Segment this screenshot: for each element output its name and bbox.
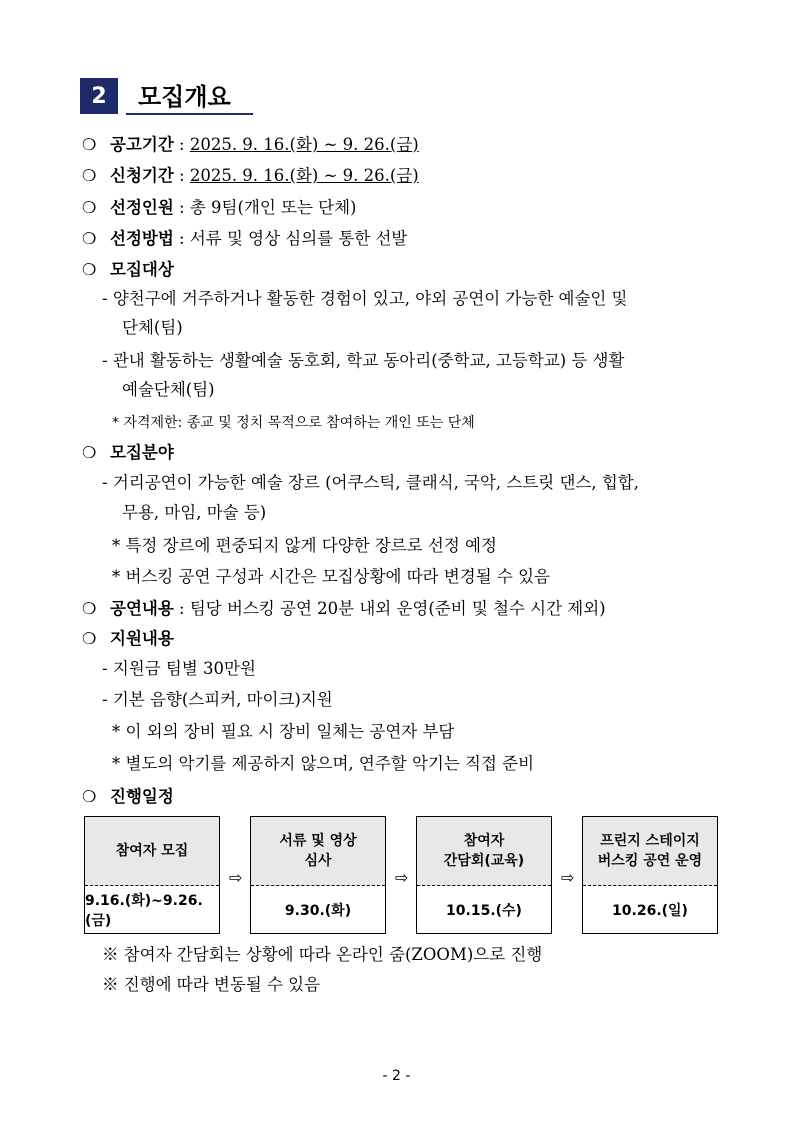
field-label: 모집분야 [110, 443, 174, 462]
step-date: 9.30.(화) [284, 902, 352, 919]
schedule-label: 진행일정 [110, 787, 174, 806]
section-number: 2 [80, 78, 118, 114]
item-support [110, 628, 174, 650]
item-count: 선정인원 : 총 9팀(개인 또는 단체) [110, 198, 357, 217]
field-note-2: * 버스킹 공연 구성과 시간은 모집상황에 따라 변경될 수 있음 [112, 567, 550, 586]
arrow-right-icon: ⇨ [561, 868, 575, 887]
count-value: 총 9팀(개인 또는 단체) [189, 198, 357, 217]
bullet-circle-icon: ❍ [82, 135, 97, 154]
bullet-circle-icon: ❍ [82, 443, 97, 462]
bullet-circle-icon: ❍ [82, 166, 97, 185]
method-value: 서류 및 영상 심의를 통한 선발 [189, 229, 408, 248]
bullet-circle-icon: ❍ [82, 260, 97, 279]
bullet-circle-icon: ❍ [82, 198, 97, 217]
support-note-1: * 이 외의 장비 필요 시 장비 일체는 공연자 부담 [112, 722, 455, 741]
item-method: 선정방법 : 서류 및 영상 심의를 통한 선발 [110, 229, 408, 248]
bullet-circle-icon: ❍ [82, 599, 97, 618]
step-title: 참여자 [463, 833, 505, 849]
field-line-1b: 무용, 마임, 마술 등) [122, 503, 267, 522]
item-period: 공고기간 : 2025. 9. 16.(화) ~ 9. 26.(금) [110, 135, 419, 154]
step-title: 프린지 스테이지 [600, 833, 700, 849]
item-field [110, 442, 174, 464]
schedule-step [84, 816, 220, 934]
bullet-circle-icon: ❍ [82, 229, 97, 248]
apply-label: 신청기간 [110, 166, 174, 185]
field-note-1: * 특정 장르에 편중되지 않게 다양한 장르로 선정 예정 [112, 536, 497, 555]
bullet-circle-icon: ❍ [82, 629, 97, 648]
field-line-1: - 거리공연이 가능한 예술 장르 (어쿠스틱, 클래식, 국악, 스트릿 댄스, 힙합, [102, 473, 639, 492]
content-label: 공연내용 [110, 599, 174, 618]
support-note-2: * 별도의 악기를 제공하지 않으며, 연주할 악기는 직접 준비 [112, 754, 535, 773]
item-content: 공연내용 : 팀당 버스킹 공연 20분 내외 운영(준비 및 철수 시간 제외) [110, 599, 606, 618]
target-line-2b: 예술단체(팀) [122, 380, 215, 399]
item-target [110, 259, 174, 281]
support-line-1: - 지원금 팀별 30만원 [102, 659, 256, 678]
support-line-2: - 기본 음향(스피커, 마이크)지원 [102, 690, 333, 709]
step-date: 10.26.(일) [612, 902, 688, 919]
content-value: 팀당 버스킹 공연 20분 내외 운영(준비 및 철수 시간 제외) [189, 599, 606, 618]
step-title-2: 버스킹 공연 운영 [597, 853, 703, 869]
schedule-step [416, 816, 552, 934]
step-title: 서류 및 영상 [279, 833, 357, 849]
apply-value: 2025. 9. 16.(화) ~ 9. 26.(금) [189, 166, 419, 185]
page-number: - 2 - [382, 1068, 411, 1084]
step-title-2: 심사 [304, 853, 332, 869]
schedule-flow [84, 816, 714, 934]
step-date: 9.16.(화)~9.26.(금) [85, 892, 203, 929]
method-label: 선정방법 [110, 229, 174, 248]
period-label: 공고기간 [110, 135, 174, 154]
target-line-2: - 관내 활동하는 생활예술 동호회, 학교 동아리(중학교, 고등학교) 등 생활 [102, 351, 625, 370]
item-schedule [110, 786, 174, 808]
target-label: 모집대상 [110, 260, 174, 279]
schedule-note-2: ※ 진행에 따라 변동될 수 있음 [102, 975, 321, 994]
target-note: * 자격제한: 종교 및 정치 목적으로 참여하는 개인 또는 단체 [112, 415, 475, 431]
schedule-step [250, 816, 386, 934]
support-label: 지원내용 [110, 629, 174, 648]
schedule-step [582, 816, 718, 934]
arrow-right-icon: ⇨ [395, 868, 409, 887]
section-title: 모집개요 [126, 77, 253, 115]
count-label: 선정인원 [110, 198, 174, 217]
bullet-circle-icon: ❍ [82, 787, 97, 806]
arrow-right-icon: ⇨ [229, 868, 243, 887]
period-value: 2025. 9. 16.(화) ~ 9. 26.(금) [189, 135, 419, 154]
item-apply: 신청기간 : 2025. 9. 16.(화) ~ 9. 26.(금) [110, 166, 419, 185]
step-title: 참여자 모집 [115, 843, 189, 859]
target-line-1b: 단체(팀) [122, 318, 183, 337]
step-date: 10.15.(수) [446, 902, 522, 919]
step-title-2: 간담회(교육) [443, 853, 525, 869]
section-header [80, 78, 253, 114]
schedule-note-1: ※ 참여자 간담회는 상황에 따라 온라인 줌(ZOOM)으로 진행 [102, 945, 543, 964]
target-line-1: - 양천구에 거주하거나 활동한 경험이 있고, 야외 공연이 가능한 예술인 및 [102, 289, 628, 308]
